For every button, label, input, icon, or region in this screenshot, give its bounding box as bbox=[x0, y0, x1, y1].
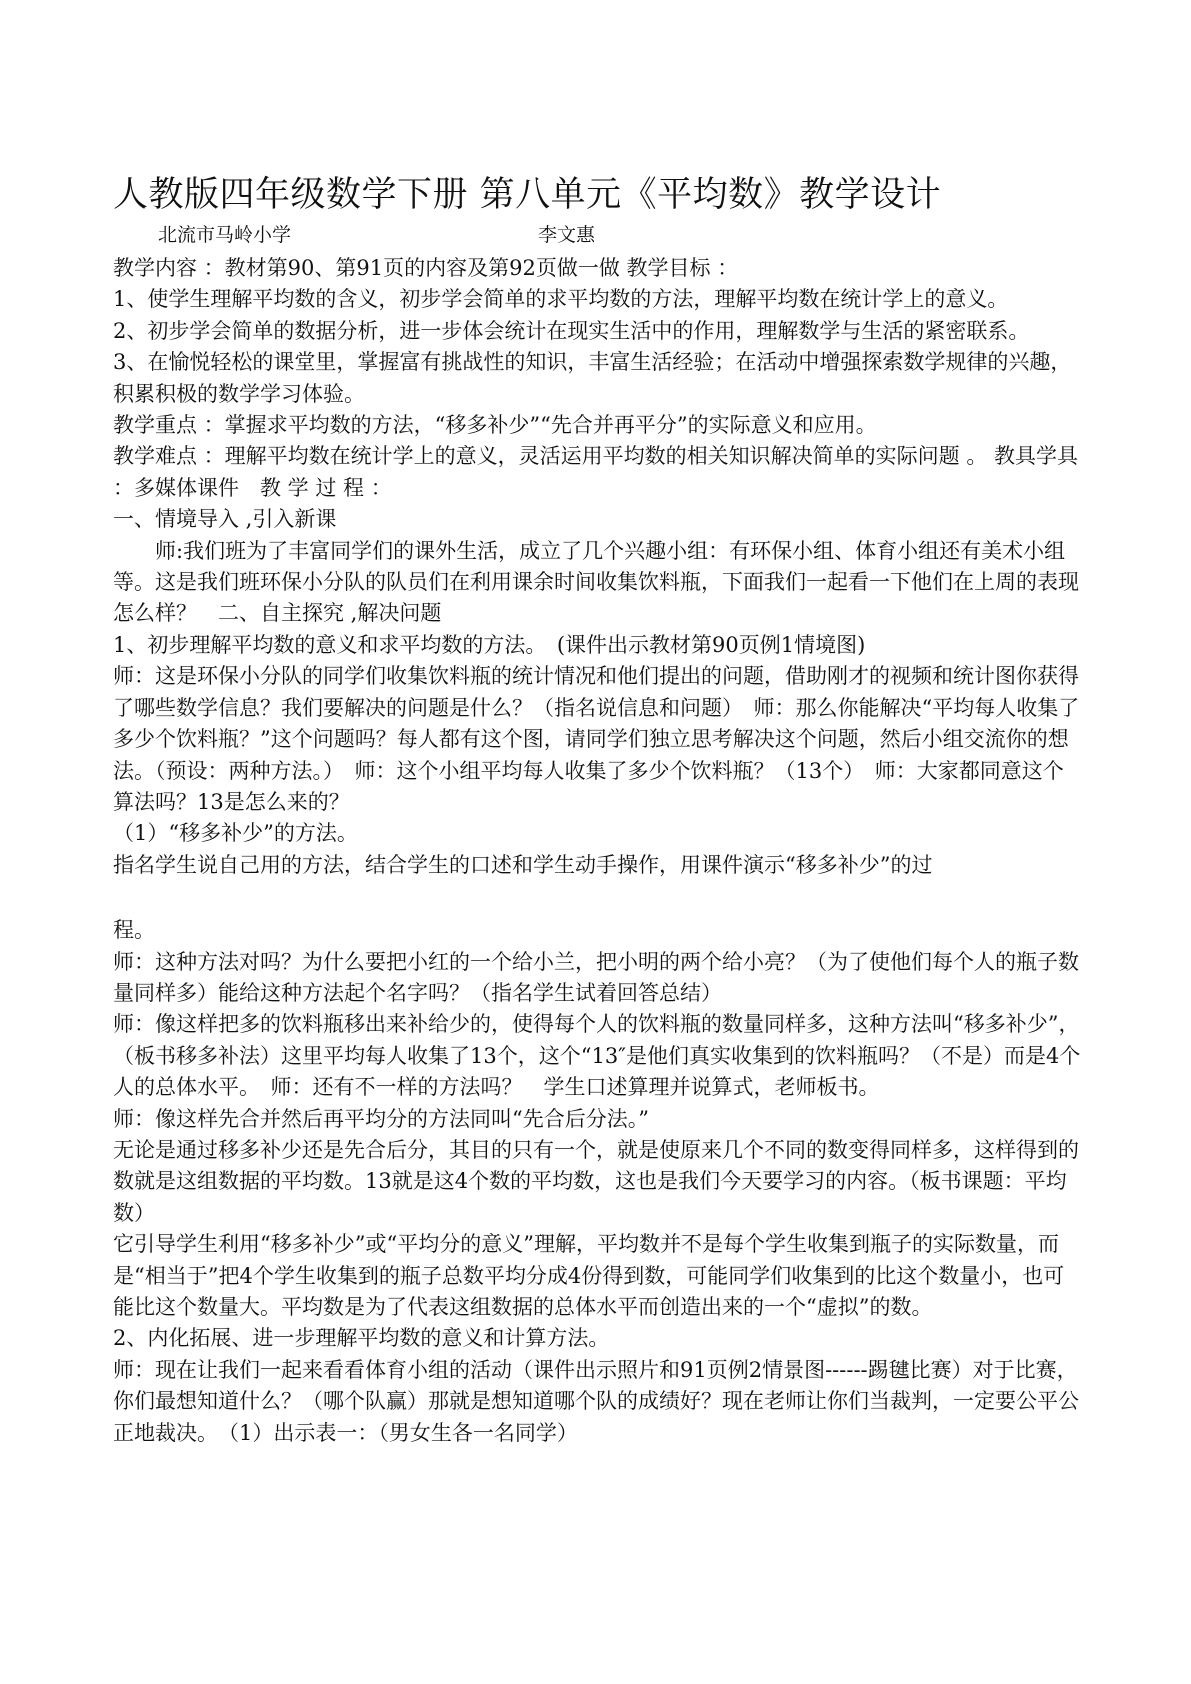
document-title: 人教版四年级数学下册 第八单元《平均数》教学设计 bbox=[113, 175, 942, 215]
step-2-heading: 2、内化拓展、进一步理解平均数的意义和计算方法。 bbox=[113, 1326, 610, 1351]
document-body bbox=[113, 253, 1083, 1449]
school-name: 北流市马岭小学 bbox=[158, 224, 292, 246]
goal-2: 2、初步学会简单的数据分析，进一步体会统计在现实生活中的作用，理解数学与生活的紧密联系。 bbox=[113, 318, 1030, 343]
teaching-content: 教学内容 ：教材第90、第91页的内容及第92页做一做 教学目标 ： bbox=[113, 256, 739, 280]
goal-1: 1、使学生理解平均数的含义，初步学会简单的求平均数的方法，理解平均数在统计学上的意义。 bbox=[113, 287, 1009, 312]
author-name: 李文惠 bbox=[538, 224, 596, 246]
section-1-heading: 一、情境导入 ,引入新课 bbox=[113, 507, 337, 532]
dialogue-paragraph-3: 师：像这样把多的饮料瓶移出来补给少的，使得每个人的饮料瓶的数量同样多，这种方法叫“移多补少”，（板书移多补法）这里平均每人收集了13个，这个“13″是他们真实收集到的饮料瓶吗？（不是）而是4个人的总体水平。 师：还有不一样的方法吗？ 学生口述算理并说算式，老师板书。 bbox=[113, 1012, 1081, 1100]
summary-paragraph: 无论是通过移多补少还是先合后分，其目的只有一个，就是使原来几个不同的数变得同样多，这样得到的数就是这组数据的平均数。13就是这4个数的平均数，这也是我们今天要学习的内容。（板书课题：平均数） bbox=[113, 1137, 1079, 1225]
method-1-description: 指名学生说自己用的方法，结合学生的口述和学生动手操作，用课件演示“移多补少”的过 bbox=[113, 852, 933, 877]
key-points: 教学重点 ：掌握求平均数的方法，“移多补少”“先合并再平分”的实际意义和应用。 bbox=[113, 413, 877, 438]
intro-paragraph: 师:我们班为了丰富同学们的课外生活，成立了几个兴趣小组：有环保小组、体育小组还有美术小组等。这是我们班环保小分队的队员们在利用课余时间收集饮料瓶，下面我们一起看一下他们在上周的表现怎么样？ 二、自主探究 ,解决问题 bbox=[113, 538, 1079, 626]
dialogue-paragraph-5: 师：现在让我们一起来看看体育小组的活动（课件出示照片和91页例2情景图------踢毽比赛）对于比赛，你们最想知道什么？（哪个队赢）那就是想知道哪个队的成绩好？现在老师让你们当裁判，一定要公平公正地裁决。 （1）出示表一：（男女生各一名同学） bbox=[113, 1357, 1079, 1445]
dialogue-paragraph-2: 师：这种方法对吗？为什么要把小红的一个给小兰，把小明的两个给小亮？（为了使他们每个人的瓶子数量同样多）能给这种方法起个名字吗？（指名学生试着回答总结） bbox=[113, 949, 1079, 1005]
method-1-description-end: 程。 bbox=[113, 918, 155, 943]
dialogue-paragraph-4: 师：像这样先合并然后再平均分的方法同叫“先合后分法。” bbox=[113, 1106, 649, 1131]
difficult-points: 教学难点 ：理解平均数在统计学上的意义，灵活运用平均数的相关知识解决简单的实际问题 。 教具学具 ：多媒体课件 教 学 过 程 ： bbox=[113, 444, 1079, 500]
method-1-heading: （1）“移多补少”的方法。 bbox=[113, 821, 358, 846]
explanation-paragraph: 它引导学生利用“移多补少”或“平均分的意义”理解，平均数并不是每个学生收集到瓶子的实际数量，而是“相当于”把4个学生收集到的瓶子总数平均分成4份得到数，可能同学们收集到的比这个数量小，也可能比这个数量大。平均数是为了代表这组数据的总体水平而创造出来的一个“虚拟”的数。 bbox=[113, 1232, 1065, 1319]
goal-3: 3、在愉悦轻松的课堂里，掌握富有挑战性的知识，丰富生活经验；在活动中增强探索数学规律的兴趣，积累积极的数学学习体验。 bbox=[113, 350, 1072, 406]
step-1-heading: 1、初步理解平均数的意义和求平均数的方法。 (课件出示教材第90页例1情境图) bbox=[113, 632, 866, 657]
dialogue-paragraph-1: 师：这是环保小分队的同学们收集饮料瓶的统计情况和他们提出的问题，借助刚才的视频和统计图你获得了哪些数学信息？我们要解决的问题是什么？（指名说信息和问题） 师：那么你能解决“平均每人收集了多少个饮料瓶？”这个问题吗？每人都有这个图，请同学们独立思考解决这个问题，然后小组交流你的想法。（预设：两种方法。） 师：这个小组平均每人收集了多少个饮料瓶？（13个） 师：大家都同意这个算法吗？13是怎么来的？ bbox=[113, 664, 1080, 814]
